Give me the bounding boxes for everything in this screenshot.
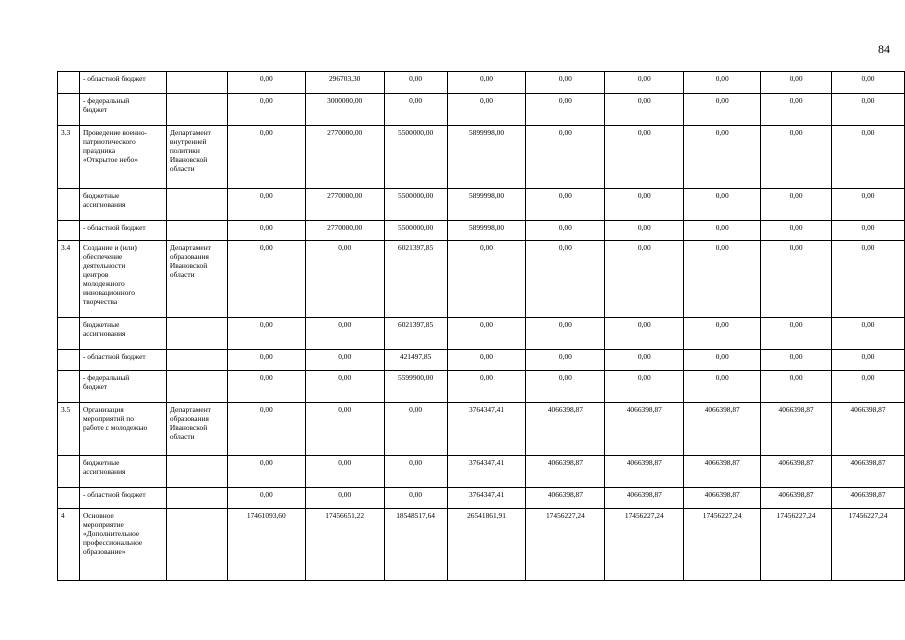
amount-cell: 0,00 (605, 350, 684, 371)
amount-cell: 2770000,00 (305, 126, 384, 189)
amount-cell: 4066398,87 (605, 403, 684, 456)
amount-cell: 4066398,87 (832, 403, 905, 456)
amount-cell: 0,00 (761, 241, 832, 318)
row-number-cell (58, 72, 80, 94)
amount-cell: 3764347,41 (447, 403, 526, 456)
row-number-cell (58, 350, 80, 371)
amount-cell: 0,00 (684, 318, 761, 350)
amount-cell: 17456227,24 (832, 509, 905, 581)
amount-cell: 0,00 (526, 350, 605, 371)
amount-cell: 0,00 (447, 350, 526, 371)
table-row (58, 94, 905, 126)
amount-cell: 0,00 (832, 72, 905, 94)
amount-cell: 4066398,87 (526, 488, 605, 509)
amount-cell: 4066398,87 (684, 403, 761, 456)
activity-name-cell: Организация мероприятий по работе с молодежью (79, 403, 166, 456)
activity-name-cell: Создание и (или) обеспечение деятельности центров молодежного инновационного творчества (79, 241, 166, 318)
amount-cell: 0,00 (305, 350, 384, 371)
amount-cell: 0,00 (227, 221, 305, 241)
amount-cell: 3000000,00 (305, 94, 384, 126)
row-number-cell (58, 456, 80, 488)
amount-cell: 0,00 (605, 94, 684, 126)
amount-cell: 0,00 (832, 189, 905, 221)
amount-cell: 0,00 (305, 456, 384, 488)
amount-cell: 0,00 (761, 221, 832, 241)
amount-cell: 0,00 (227, 94, 305, 126)
amount-cell: 6021397,85 (384, 318, 447, 350)
amount-cell: 17456227,24 (526, 509, 605, 581)
amount-cell: 0,00 (305, 488, 384, 509)
amount-cell: 0,00 (305, 403, 384, 456)
amount-cell: 0,00 (832, 318, 905, 350)
amount-cell: 0,00 (447, 72, 526, 94)
row-number-cell: 3.3 (58, 126, 80, 189)
amount-cell: 4066398,87 (684, 488, 761, 509)
amount-cell: 0,00 (384, 94, 447, 126)
amount-cell: 0,00 (684, 189, 761, 221)
amount-cell: 3764347,41 (447, 488, 526, 509)
amount-cell: 0,00 (605, 221, 684, 241)
amount-cell: 0,00 (526, 126, 605, 189)
row-number-cell (58, 488, 80, 509)
amount-cell: 0,00 (761, 72, 832, 94)
executor-cell (166, 350, 227, 371)
amount-cell: 0,00 (227, 488, 305, 509)
table-row (58, 221, 905, 241)
amount-cell: 0,00 (447, 94, 526, 126)
amount-cell: 0,00 (227, 241, 305, 318)
activity-name-cell: - областной бюджет (79, 350, 166, 371)
executor-cell (166, 94, 227, 126)
amount-cell: 26541861,91 (447, 509, 526, 581)
amount-cell: 5599900,00 (384, 371, 447, 403)
amount-cell: 17456651,22 (305, 509, 384, 581)
amount-cell: 4066398,87 (761, 488, 832, 509)
amount-cell: 0,00 (227, 371, 305, 403)
budget-table (57, 71, 905, 581)
amount-cell: 0,00 (684, 350, 761, 371)
row-number-cell (58, 94, 80, 126)
amount-cell: 0,00 (832, 371, 905, 403)
executor-cell: Департамент внутренней политики Ивановской области (166, 126, 227, 189)
activity-name-cell: Основное мероприятие «Дополнительное профессиональное образование» (79, 509, 166, 581)
amount-cell: 0,00 (832, 94, 905, 126)
amount-cell: 17456227,24 (761, 509, 832, 581)
amount-cell: 0,00 (684, 94, 761, 126)
table-row (58, 318, 905, 350)
table-row (58, 371, 905, 403)
table-row (58, 509, 905, 581)
amount-cell: 5899998,00 (447, 189, 526, 221)
amount-cell: 4066398,87 (605, 488, 684, 509)
amount-cell: 0,00 (761, 318, 832, 350)
amount-cell: 0,00 (761, 126, 832, 189)
amount-cell: 0,00 (684, 371, 761, 403)
amount-cell: 0,00 (605, 189, 684, 221)
activity-name-cell: - областной бюджет (79, 72, 166, 94)
row-number-cell (58, 189, 80, 221)
amount-cell: 4066398,87 (832, 456, 905, 488)
table-row (58, 241, 905, 318)
amount-cell: 0,00 (832, 350, 905, 371)
amount-cell: 0,00 (761, 189, 832, 221)
amount-cell: 18548517,64 (384, 509, 447, 581)
executor-cell (166, 456, 227, 488)
activity-name-cell: бюджетные ассигнования (79, 456, 166, 488)
executor-cell: Департамент образования Ивановской области (166, 403, 227, 456)
executor-cell (166, 221, 227, 241)
amount-cell: 0,00 (526, 371, 605, 403)
executor-cell (166, 509, 227, 581)
row-number-cell: 4 (58, 509, 80, 581)
amount-cell: 0,00 (227, 456, 305, 488)
table-row (58, 350, 905, 371)
amount-cell: 0,00 (384, 72, 447, 94)
amount-cell: 0,00 (605, 126, 684, 189)
amount-cell: 4066398,87 (684, 456, 761, 488)
table-row (58, 189, 905, 221)
activity-name-cell: бюджетные ассигнования (79, 189, 166, 221)
amount-cell: 0,00 (761, 94, 832, 126)
amount-cell: 0,00 (684, 72, 761, 94)
amount-cell: 5500000,00 (384, 189, 447, 221)
amount-cell: 5899998,00 (447, 221, 526, 241)
amount-cell: 6021397,85 (384, 241, 447, 318)
table-row (58, 403, 905, 456)
amount-cell: 0,00 (684, 241, 761, 318)
amount-cell: 0,00 (305, 318, 384, 350)
amount-cell: 0,00 (526, 94, 605, 126)
amount-cell: 0,00 (384, 488, 447, 509)
amount-cell: 0,00 (384, 456, 447, 488)
amount-cell: 0,00 (526, 221, 605, 241)
activity-name-cell: - областной бюджет (79, 221, 166, 241)
executor-cell (166, 371, 227, 403)
amount-cell: 0,00 (227, 318, 305, 350)
row-number-cell (58, 318, 80, 350)
amount-cell: 0,00 (447, 241, 526, 318)
table-row (58, 488, 905, 509)
amount-cell: 0,00 (761, 350, 832, 371)
amount-cell: 17456227,24 (605, 509, 684, 581)
row-number-cell (58, 371, 80, 403)
amount-cell: 0,00 (305, 241, 384, 318)
amount-cell: 0,00 (447, 318, 526, 350)
row-number-cell: 3.4 (58, 241, 80, 318)
amount-cell: 2770000,00 (305, 221, 384, 241)
executor-cell (166, 318, 227, 350)
amount-cell: 0,00 (305, 371, 384, 403)
amount-cell: 0,00 (384, 403, 447, 456)
amount-cell: 0,00 (832, 126, 905, 189)
page-number: 84 (878, 42, 890, 56)
amount-cell: 0,00 (605, 72, 684, 94)
amount-cell: 5899998,00 (447, 126, 526, 189)
executor-cell (166, 72, 227, 94)
amount-cell: 0,00 (761, 371, 832, 403)
amount-cell: 0,00 (447, 371, 526, 403)
activity-name-cell: - федеральный бюджет (79, 371, 166, 403)
executor-cell (166, 488, 227, 509)
amount-cell: 0,00 (684, 126, 761, 189)
amount-cell: 0,00 (227, 189, 305, 221)
amount-cell: 0,00 (526, 241, 605, 318)
amount-cell: 0,00 (526, 72, 605, 94)
amount-cell: 4066398,87 (605, 456, 684, 488)
amount-cell: 0,00 (227, 72, 305, 94)
amount-cell: 4066398,87 (761, 403, 832, 456)
amount-cell: 4066398,87 (526, 403, 605, 456)
amount-cell: 5500000,00 (384, 126, 447, 189)
amount-cell: 17461093,60 (227, 509, 305, 581)
activity-name-cell: бюджетные ассигнования (79, 318, 166, 350)
amount-cell: 421497,85 (384, 350, 447, 371)
amount-cell: 0,00 (227, 350, 305, 371)
activity-name-cell: Проведение военно- патриотического праздника «Открытое небо» (79, 126, 166, 189)
amount-cell: 5500000,00 (384, 221, 447, 241)
amount-cell: 0,00 (605, 371, 684, 403)
amount-cell: 0,00 (684, 221, 761, 241)
amount-cell: 4066398,87 (832, 488, 905, 509)
amount-cell: 296703,30 (305, 72, 384, 94)
amount-cell: 0,00 (605, 241, 684, 318)
table-row (58, 456, 905, 488)
amount-cell: 17456227,24 (684, 509, 761, 581)
amount-cell: 4066398,87 (761, 456, 832, 488)
amount-cell: 0,00 (227, 126, 305, 189)
amount-cell: 3764347,41 (447, 456, 526, 488)
activity-name-cell: - федеральный бюджет (79, 94, 166, 126)
row-number-cell (58, 221, 80, 241)
amount-cell: 4066398,87 (526, 456, 605, 488)
amount-cell: 0,00 (227, 403, 305, 456)
amount-cell: 0,00 (832, 241, 905, 318)
executor-cell (166, 189, 227, 221)
amount-cell: 0,00 (605, 318, 684, 350)
executor-cell: Департамент образования Ивановской области (166, 241, 227, 318)
row-number-cell: 3.5 (58, 403, 80, 456)
activity-name-cell: - областной бюджет (79, 488, 166, 509)
amount-cell: 0,00 (526, 318, 605, 350)
table-row (58, 126, 905, 189)
amount-cell: 2770000,00 (305, 189, 384, 221)
table-row (58, 72, 905, 94)
amount-cell: 0,00 (526, 189, 605, 221)
amount-cell: 0,00 (832, 221, 905, 241)
